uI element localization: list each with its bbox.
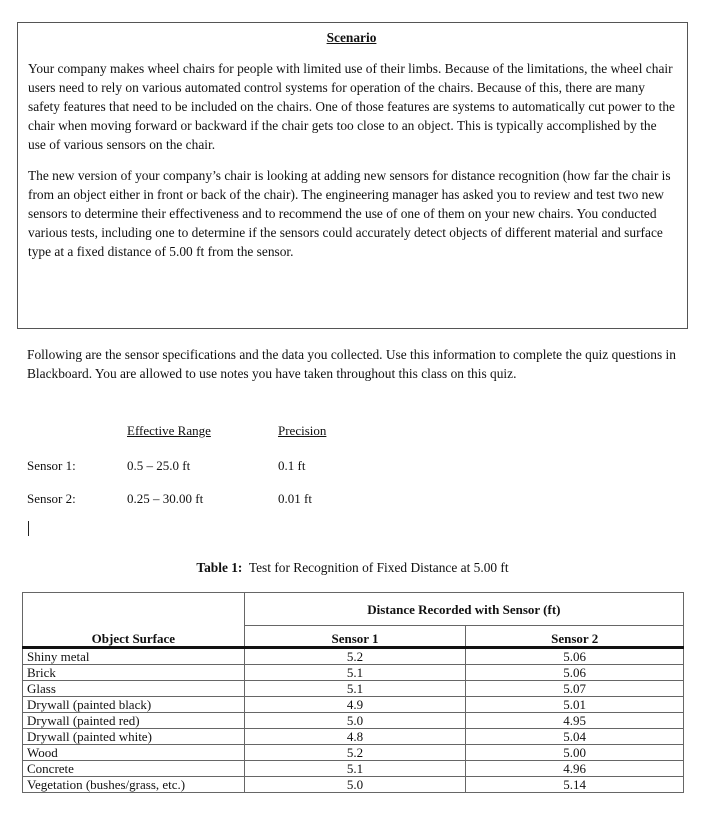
sensor2-cell: 5.04 xyxy=(466,729,684,745)
sensor2-cell: 4.95 xyxy=(466,713,684,729)
results-table xyxy=(22,592,684,793)
spec-label: Sensor 1: xyxy=(27,458,76,473)
sensor1-cell: 4.8 xyxy=(244,729,466,745)
surface-cell: Drywall (painted red) xyxy=(23,713,245,729)
table-caption xyxy=(0,560,705,576)
sensor2-cell: 4.96 xyxy=(466,761,684,777)
surface-cell: Vegetation (bushes/grass, etc.) xyxy=(23,777,245,793)
sensor2-cell: 5.06 xyxy=(466,648,684,665)
sensor1-cell: 5.1 xyxy=(244,681,466,697)
spec-precision: 0.01 ft xyxy=(278,491,312,506)
table-row xyxy=(23,761,684,777)
table-row xyxy=(23,713,684,729)
surface-cell: Glass xyxy=(23,681,245,697)
table-row xyxy=(23,777,684,793)
col-header: Sensor 2 xyxy=(466,626,684,648)
sensor2-cell: 5.00 xyxy=(466,745,684,761)
surface-cell: Concrete xyxy=(23,761,245,777)
surface-cell: Brick xyxy=(23,665,245,681)
sensor1-cell: 5.0 xyxy=(244,713,466,729)
spec-range: 0.5 – 25.0 ft xyxy=(127,458,191,473)
sensor1-cell: 5.1 xyxy=(244,761,466,777)
scenario-title: Scenario xyxy=(326,30,377,45)
table-row xyxy=(23,745,684,761)
table-row xyxy=(23,697,684,713)
col-header: Object Surface xyxy=(23,626,245,648)
table-row xyxy=(23,729,684,745)
table-row xyxy=(23,681,684,697)
sensor2-cell: 5.07 xyxy=(466,681,684,697)
scenario-box xyxy=(17,22,688,329)
group-header: Distance Recorded with Sensor (ft) xyxy=(244,593,683,626)
sensor1-cell: 5.2 xyxy=(244,648,466,665)
spec-range: 0.25 – 30.00 ft xyxy=(127,491,204,506)
sensor1-cell: 5.0 xyxy=(244,777,466,793)
spec-precision: 0.1 ft xyxy=(278,458,306,473)
scenario-paragraph: The new version of your company’s chair is looking at adding new sensors for distance recognition (how far the chair is from an object either in front or back of the chair). The engineering manager has asked you to review and test two new sensors to determine their effectiveness and to recommend the use of one of them on your new chairs. You conducted various tests, including one to determine if the sensors could accurately detect objects of different material and surface type at a fixed distance of 5.00 ft from the sensor. xyxy=(28,168,671,259)
sensor1-cell: 4.9 xyxy=(244,697,466,713)
sensor1-cell: 5.2 xyxy=(244,745,466,761)
spec-header-range: Effective Range xyxy=(127,423,211,438)
surface-cell: Shiny metal xyxy=(23,648,245,665)
col-header: Sensor 1 xyxy=(244,626,466,648)
scenario-paragraph: Your company makes wheel chairs for people with limited use of their limbs. Because of the limitations, the wheel chair users need to rely on various automated control systems for operation of the chairs. Because of this, there are many safety features that need to be included on the chairs. One of those features are systems to automatically cut power to the chair when moving forward or backward if the chair gets too close to an object. This is typically accomplished by the use of various sensors on the chair. xyxy=(28,61,675,152)
table-row xyxy=(23,665,684,681)
spec-header-precision: Precision xyxy=(278,423,327,438)
sensor2-cell: 5.14 xyxy=(466,777,684,793)
intro-text: Following are the sensor specifications and the data you collected. Use this information to complete the quiz questions in Blackboard. You are allowed to use notes you have taken throughout this class on this quiz. xyxy=(27,347,676,381)
surface-cell: Wood xyxy=(23,745,245,761)
surface-cell: Drywall (painted white) xyxy=(23,729,245,745)
spec-label: Sensor 2: xyxy=(27,491,76,506)
sensor2-cell: 5.06 xyxy=(466,665,684,681)
surface-cell: Drywall (painted black) xyxy=(23,697,245,713)
sensor2-cell: 5.01 xyxy=(466,697,684,713)
table-row xyxy=(23,648,684,665)
caption-label: Table 1: xyxy=(196,560,243,575)
sensor1-cell: 5.1 xyxy=(244,665,466,681)
caption-text: Test for Recognition of Fixed Distance at 5.00 ft xyxy=(248,560,509,575)
text-cursor xyxy=(28,521,29,536)
